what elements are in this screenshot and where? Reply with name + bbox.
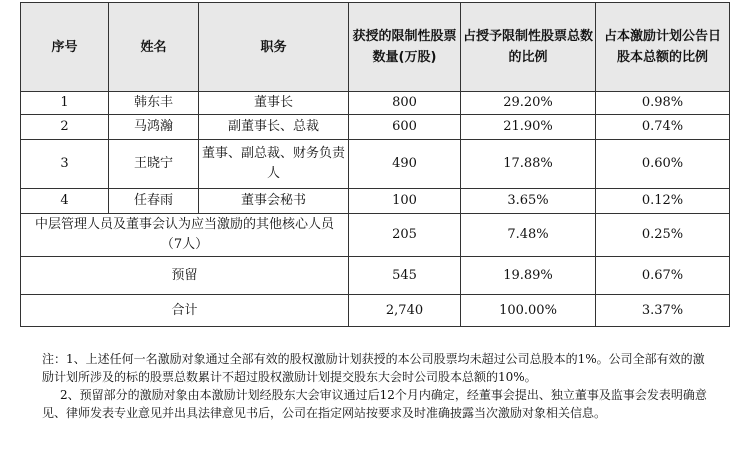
cell-shares: 100 <box>349 189 461 214</box>
cell-name: 韩东丰 <box>109 92 199 115</box>
table-row <box>21 189 730 214</box>
cell-pct-grant: 7.48% <box>461 214 596 257</box>
cell-no: 2 <box>21 115 109 140</box>
table-row <box>21 115 730 140</box>
cell-no: 1 <box>21 92 109 115</box>
table-row <box>21 140 730 189</box>
cell-pct-total: 0.60% <box>596 140 730 189</box>
header-row <box>21 3 730 92</box>
cell-shares: 490 <box>349 140 461 189</box>
header-title: 职务 <box>199 3 349 92</box>
reserved-row <box>21 257 730 295</box>
cell-pct-total: 3.37% <box>596 295 730 327</box>
cell-pct-total: 0.67% <box>596 257 730 295</box>
cell-title: 董事长 <box>199 92 349 115</box>
other-staff-row <box>21 214 730 257</box>
total-row <box>21 295 730 327</box>
cell-pct-total: 0.12% <box>596 189 730 214</box>
note-2: 2、预留部分的激励对象由本激励计划经股东大会审议通过后12个月内确定，经董事会提出、独立董事及监事会发表明确意见、律师发表专业意见并出具法律意见书后，公司在指定网站按要求及时准确披露当次激励对象相关信息。 <box>42 388 707 420</box>
cell-title: 副董事长、总裁 <box>199 115 349 140</box>
cell-name: 王晓宁 <box>109 140 199 189</box>
cell-no: 3 <box>21 140 109 189</box>
cell-shares: 800 <box>349 92 461 115</box>
header-no: 序号 <box>21 3 109 92</box>
cell-name: 任春雨 <box>109 189 199 214</box>
header-pct-total: 占本激励计划公告日股本总额的比例 <box>596 3 730 92</box>
cell-pct-grant: 3.65% <box>461 189 596 214</box>
cell-pct-total: 0.74% <box>596 115 730 140</box>
header-pct-grant: 占授予限制性股票总数的比例 <box>461 3 596 92</box>
cell-title: 董事、副总裁、财务负责人 <box>199 140 349 189</box>
cell-pct-grant: 17.88% <box>461 140 596 189</box>
cell-shares: 600 <box>349 115 461 140</box>
cell-shares: 205 <box>349 214 461 257</box>
header-shares: 获授的限制性股票数量(万股) <box>349 3 461 92</box>
table-row <box>21 92 730 115</box>
cell-pct-total: 0.98% <box>596 92 730 115</box>
incentive-allocation-table <box>20 2 730 327</box>
cell-pct-grant: 29.20% <box>461 92 596 115</box>
cell-no: 4 <box>21 189 109 214</box>
cell-name: 马鸿瀚 <box>109 115 199 140</box>
cell-title: 董事会秘书 <box>199 189 349 214</box>
cell-pct-grant: 100.00% <box>461 295 596 327</box>
table-notes <box>42 350 712 422</box>
header-name: 姓名 <box>109 3 199 92</box>
cell-pct-total: 0.25% <box>596 214 730 257</box>
cell-shares: 545 <box>349 257 461 295</box>
cell-pct-grant: 21.90% <box>461 115 596 140</box>
cell-reserved-label: 预留 <box>21 257 349 295</box>
cell-total-label: 合计 <box>21 295 349 327</box>
note-1: 注：1、上述任何一名激励对象通过全部有效的股权激励计划获授的本公司股票均未超过公司总股本的1%。公司全部有效的激励计划所涉及的标的股票总数累计不超过股权激励计划提交股东大会时公司股本总额的10%。 <box>42 352 705 384</box>
cell-pct-grant: 19.89% <box>461 257 596 295</box>
cell-other-label: 中层管理人员及董事会认为应当激励的其他核心人员（7人） <box>21 214 349 257</box>
cell-shares: 2,740 <box>349 295 461 327</box>
